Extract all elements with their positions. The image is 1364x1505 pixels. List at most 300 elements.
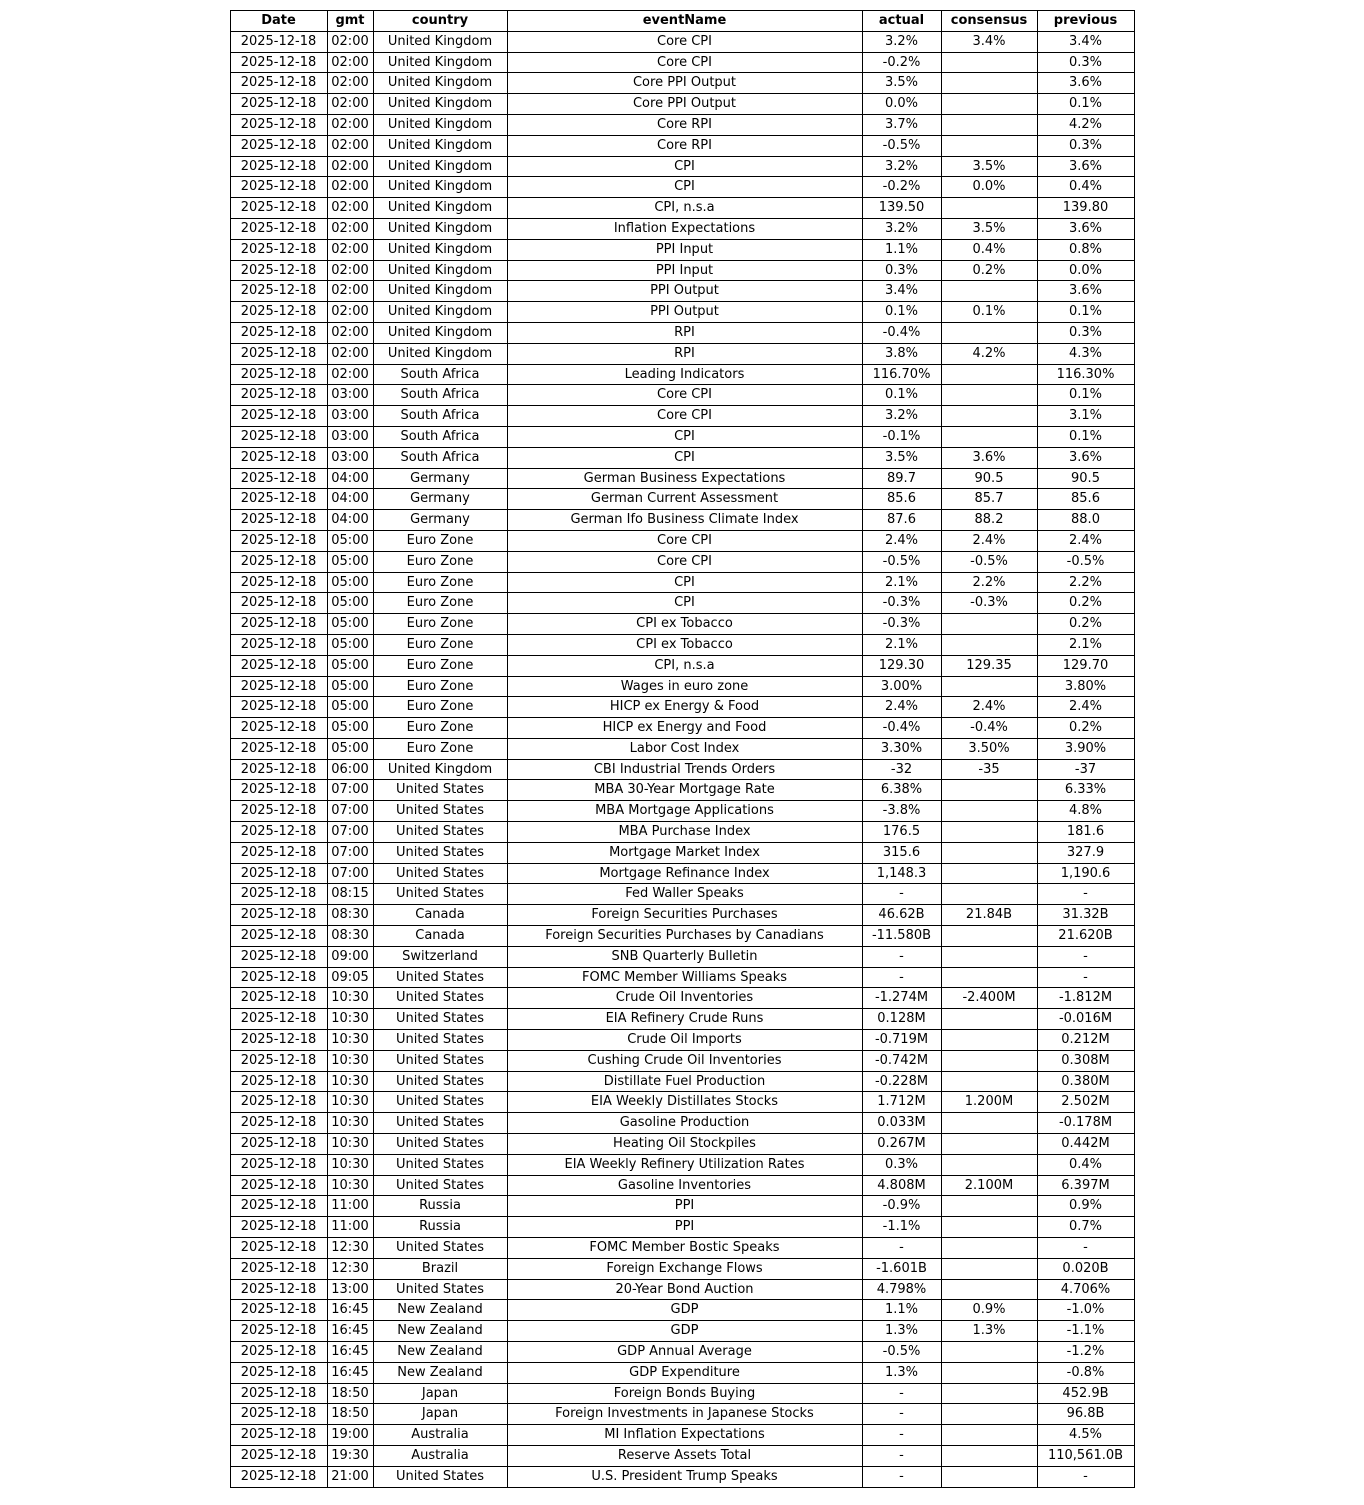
cell-country: Japan	[373, 1383, 507, 1404]
cell-event-name: SNB Quarterly Bulletin	[507, 946, 862, 967]
cell-gmt: 16:45	[327, 1362, 373, 1383]
cell-consensus	[941, 94, 1037, 115]
cell-consensus	[941, 1071, 1037, 1092]
cell-country: United States	[373, 1050, 507, 1071]
cell-consensus	[941, 52, 1037, 73]
cell-date: 2025-12-18	[230, 530, 327, 551]
cell-actual: 139.50	[862, 198, 941, 219]
cell-previous: 4.3%	[1037, 343, 1134, 364]
cell-date: 2025-12-18	[230, 52, 327, 73]
cell-previous: 4.2%	[1037, 114, 1134, 135]
cell-actual: 3.30%	[862, 738, 941, 759]
cell-gmt: 06:00	[327, 759, 373, 780]
cell-date: 2025-12-18	[230, 1009, 327, 1030]
cell-previous: 139.80	[1037, 198, 1134, 219]
cell-gmt: 10:30	[327, 1134, 373, 1155]
cell-country: Euro Zone	[373, 676, 507, 697]
table-row	[230, 1445, 1134, 1466]
cell-country: United States	[373, 1466, 507, 1487]
cell-country: Canada	[373, 926, 507, 947]
cell-gmt: 10:30	[327, 1009, 373, 1030]
cell-country: United Kingdom	[373, 198, 507, 219]
cell-event-name: Crude Oil Imports	[507, 1030, 862, 1051]
cell-previous: 3.6%	[1037, 73, 1134, 94]
cell-event-name: CBI Industrial Trends Orders	[507, 759, 862, 780]
cell-consensus	[941, 385, 1037, 406]
cell-actual: 0.3%	[862, 1154, 941, 1175]
cell-country: Russia	[373, 1217, 507, 1238]
cell-event-name: GDP	[507, 1321, 862, 1342]
cell-actual: 4.808M	[862, 1175, 941, 1196]
cell-date: 2025-12-18	[230, 364, 327, 385]
cell-consensus: -0.3%	[941, 593, 1037, 614]
table-row	[230, 1466, 1134, 1487]
cell-consensus	[941, 1258, 1037, 1279]
cell-gmt: 19:30	[327, 1445, 373, 1466]
cell-consensus: -0.4%	[941, 718, 1037, 739]
cell-consensus	[941, 406, 1037, 427]
table-row	[230, 73, 1134, 94]
cell-country: Euro Zone	[373, 738, 507, 759]
cell-gmt: 02:00	[327, 364, 373, 385]
table-row	[230, 1258, 1134, 1279]
cell-date: 2025-12-18	[230, 842, 327, 863]
cell-event-name: Core RPI	[507, 135, 862, 156]
cell-date: 2025-12-18	[230, 1175, 327, 1196]
cell-gmt: 07:00	[327, 863, 373, 884]
cell-consensus	[941, 1445, 1037, 1466]
table-row	[230, 1050, 1134, 1071]
cell-actual: -0.5%	[862, 1342, 941, 1363]
cell-date: 2025-12-18	[230, 1258, 327, 1279]
table-row	[230, 676, 1134, 697]
cell-actual: -	[862, 1404, 941, 1425]
cell-consensus	[941, 281, 1037, 302]
cell-date: 2025-12-18	[230, 1113, 327, 1134]
cell-event-name: Core CPI	[507, 31, 862, 52]
cell-country: Germany	[373, 510, 507, 531]
table-row	[230, 946, 1134, 967]
cell-event-name: Foreign Bonds Buying	[507, 1383, 862, 1404]
cell-consensus: 3.6%	[941, 447, 1037, 468]
cell-gmt: 05:00	[327, 530, 373, 551]
cell-gmt: 07:00	[327, 842, 373, 863]
cell-event-name: RPI	[507, 343, 862, 364]
cell-actual: 0.128M	[862, 1009, 941, 1030]
cell-gmt: 02:00	[327, 260, 373, 281]
column-header-date: Date	[230, 11, 327, 32]
cell-consensus	[941, 1217, 1037, 1238]
table-row	[230, 718, 1134, 739]
cell-consensus: 4.2%	[941, 343, 1037, 364]
table-row	[230, 489, 1134, 510]
table-row	[230, 1175, 1134, 1196]
cell-consensus	[941, 863, 1037, 884]
table-row	[230, 530, 1134, 551]
cell-consensus	[941, 822, 1037, 843]
cell-actual: -0.3%	[862, 614, 941, 635]
cell-consensus: 88.2	[941, 510, 1037, 531]
cell-previous: 2.4%	[1037, 530, 1134, 551]
cell-event-name: EIA Weekly Distillates Stocks	[507, 1092, 862, 1113]
cell-consensus	[941, 1134, 1037, 1155]
cell-consensus: -0.5%	[941, 551, 1037, 572]
cell-previous: 0.3%	[1037, 322, 1134, 343]
cell-gmt: 10:30	[327, 1071, 373, 1092]
cell-actual: 0.3%	[862, 260, 941, 281]
cell-previous: -1.812M	[1037, 988, 1134, 1009]
cell-consensus: 0.2%	[941, 260, 1037, 281]
cell-event-name: Foreign Investments in Japanese Stocks	[507, 1404, 862, 1425]
cell-gmt: 03:00	[327, 385, 373, 406]
cell-actual: -	[862, 1425, 941, 1446]
cell-gmt: 02:00	[327, 239, 373, 260]
cell-previous: 0.1%	[1037, 385, 1134, 406]
cell-country: United Kingdom	[373, 31, 507, 52]
cell-consensus	[941, 364, 1037, 385]
cell-event-name: Gasoline Production	[507, 1113, 862, 1134]
cell-consensus	[941, 1113, 1037, 1134]
cell-date: 2025-12-18	[230, 73, 327, 94]
cell-country: Euro Zone	[373, 614, 507, 635]
cell-event-name: Labor Cost Index	[507, 738, 862, 759]
cell-consensus	[941, 926, 1037, 947]
cell-date: 2025-12-18	[230, 1238, 327, 1259]
table-row	[230, 1279, 1134, 1300]
cell-country: Japan	[373, 1404, 507, 1425]
cell-event-name: CPI	[507, 447, 862, 468]
cell-gmt: 10:30	[327, 1175, 373, 1196]
cell-consensus: 3.4%	[941, 31, 1037, 52]
cell-actual: -	[862, 967, 941, 988]
cell-consensus: 2.4%	[941, 697, 1037, 718]
cell-date: 2025-12-18	[230, 1279, 327, 1300]
cell-previous: -	[1037, 1238, 1134, 1259]
cell-previous: 2.1%	[1037, 634, 1134, 655]
cell-event-name: EIA Refinery Crude Runs	[507, 1009, 862, 1030]
cell-country: United States	[373, 780, 507, 801]
cell-date: 2025-12-18	[230, 135, 327, 156]
cell-consensus	[941, 884, 1037, 905]
column-header-actual: actual	[862, 11, 941, 32]
cell-country: United Kingdom	[373, 73, 507, 94]
cell-actual: -0.4%	[862, 718, 941, 739]
cell-country: Euro Zone	[373, 718, 507, 739]
cell-gmt: 02:00	[327, 135, 373, 156]
table-row	[230, 759, 1134, 780]
table-row	[230, 364, 1134, 385]
cell-actual: 3.5%	[862, 447, 941, 468]
cell-date: 2025-12-18	[230, 177, 327, 198]
cell-date: 2025-12-18	[230, 697, 327, 718]
cell-gmt: 02:00	[327, 302, 373, 323]
cell-country: South Africa	[373, 406, 507, 427]
cell-consensus: 2.2%	[941, 572, 1037, 593]
cell-country: United Kingdom	[373, 759, 507, 780]
cell-event-name: CPI, n.s.a	[507, 655, 862, 676]
table-row	[230, 52, 1134, 73]
cell-actual: 46.62B	[862, 905, 941, 926]
cell-country: Euro Zone	[373, 551, 507, 572]
cell-date: 2025-12-18	[230, 406, 327, 427]
cell-actual: 2.4%	[862, 530, 941, 551]
cell-previous: 3.6%	[1037, 156, 1134, 177]
cell-gmt: 05:00	[327, 655, 373, 676]
cell-gmt: 02:00	[327, 73, 373, 94]
cell-actual: 89.7	[862, 468, 941, 489]
cell-date: 2025-12-18	[230, 801, 327, 822]
cell-gmt: 07:00	[327, 801, 373, 822]
cell-date: 2025-12-18	[230, 551, 327, 572]
cell-country: United Kingdom	[373, 135, 507, 156]
cell-gmt: 10:30	[327, 1050, 373, 1071]
cell-date: 2025-12-18	[230, 281, 327, 302]
table-row	[230, 94, 1134, 115]
cell-gmt: 02:00	[327, 198, 373, 219]
table-row	[230, 1342, 1134, 1363]
cell-date: 2025-12-18	[230, 1445, 327, 1466]
table-row	[230, 614, 1134, 635]
cell-previous: 0.2%	[1037, 718, 1134, 739]
cell-event-name: CPI	[507, 426, 862, 447]
cell-event-name: Wages in euro zone	[507, 676, 862, 697]
cell-country: United States	[373, 967, 507, 988]
table-header-row	[230, 11, 1134, 32]
cell-country: New Zealand	[373, 1342, 507, 1363]
cell-actual: 1,148.3	[862, 863, 941, 884]
cell-previous: 0.020B	[1037, 1258, 1134, 1279]
cell-consensus	[941, 842, 1037, 863]
cell-event-name: PPI Output	[507, 281, 862, 302]
cell-country: United Kingdom	[373, 156, 507, 177]
cell-actual: -0.4%	[862, 322, 941, 343]
cell-event-name: GDP	[507, 1300, 862, 1321]
cell-date: 2025-12-18	[230, 759, 327, 780]
cell-gmt: 05:00	[327, 697, 373, 718]
cell-country: Euro Zone	[373, 697, 507, 718]
cell-country: United Kingdom	[373, 322, 507, 343]
cell-country: Switzerland	[373, 946, 507, 967]
table-row	[230, 510, 1134, 531]
table-row	[230, 1300, 1134, 1321]
cell-previous: -0.178M	[1037, 1113, 1134, 1134]
cell-date: 2025-12-18	[230, 1466, 327, 1487]
cell-event-name: CPI ex Tobacco	[507, 634, 862, 655]
table-row	[230, 572, 1134, 593]
cell-previous: 3.4%	[1037, 31, 1134, 52]
cell-previous: 327.9	[1037, 842, 1134, 863]
cell-country: United Kingdom	[373, 343, 507, 364]
cell-actual: 3.5%	[862, 73, 941, 94]
cell-actual: 0.1%	[862, 302, 941, 323]
table-row	[230, 218, 1134, 239]
cell-country: Euro Zone	[373, 634, 507, 655]
cell-gmt: 03:00	[327, 447, 373, 468]
cell-date: 2025-12-18	[230, 343, 327, 364]
cell-previous: 0.212M	[1037, 1030, 1134, 1051]
cell-date: 2025-12-18	[230, 1300, 327, 1321]
cell-event-name: CPI	[507, 156, 862, 177]
cell-country: United Kingdom	[373, 52, 507, 73]
cell-gmt: 02:00	[327, 177, 373, 198]
cell-actual: -0.5%	[862, 551, 941, 572]
cell-previous: 96.8B	[1037, 1404, 1134, 1425]
cell-gmt: 05:00	[327, 738, 373, 759]
table-row	[230, 697, 1134, 718]
cell-country: United States	[373, 1030, 507, 1051]
cell-consensus: 3.5%	[941, 156, 1037, 177]
cell-gmt: 03:00	[327, 406, 373, 427]
cell-consensus	[941, 1154, 1037, 1175]
table-row	[230, 343, 1134, 364]
cell-date: 2025-12-18	[230, 1154, 327, 1175]
cell-country: United Kingdom	[373, 114, 507, 135]
cell-gmt: 02:00	[327, 322, 373, 343]
cell-country: Germany	[373, 489, 507, 510]
cell-country: New Zealand	[373, 1362, 507, 1383]
cell-consensus: 1.200M	[941, 1092, 1037, 1113]
cell-actual: 129.30	[862, 655, 941, 676]
cell-event-name: Core CPI	[507, 385, 862, 406]
cell-country: South Africa	[373, 426, 507, 447]
cell-previous: 3.1%	[1037, 406, 1134, 427]
cell-consensus	[941, 801, 1037, 822]
cell-date: 2025-12-18	[230, 1383, 327, 1404]
table-row	[230, 31, 1134, 52]
cell-event-name: MI Inflation Expectations	[507, 1425, 862, 1446]
cell-previous: 6.33%	[1037, 780, 1134, 801]
cell-previous: -	[1037, 1466, 1134, 1487]
table-row	[230, 260, 1134, 281]
cell-event-name: CPI	[507, 572, 862, 593]
cell-actual: 0.0%	[862, 94, 941, 115]
table-row	[230, 655, 1134, 676]
cell-date: 2025-12-18	[230, 572, 327, 593]
cell-date: 2025-12-18	[230, 1030, 327, 1051]
cell-gmt: 05:00	[327, 593, 373, 614]
cell-event-name: Core PPI Output	[507, 94, 862, 115]
cell-previous: -	[1037, 884, 1134, 905]
cell-event-name: 20-Year Bond Auction	[507, 1279, 862, 1300]
cell-previous: 0.3%	[1037, 52, 1134, 73]
cell-date: 2025-12-18	[230, 31, 327, 52]
cell-actual: 0.033M	[862, 1113, 941, 1134]
cell-country: Australia	[373, 1425, 507, 1446]
economic-calendar-table	[230, 10, 1135, 1488]
cell-previous: 88.0	[1037, 510, 1134, 531]
cell-date: 2025-12-18	[230, 1134, 327, 1155]
cell-actual: 116.70%	[862, 364, 941, 385]
cell-date: 2025-12-18	[230, 198, 327, 219]
cell-country: United States	[373, 863, 507, 884]
cell-event-name: Core CPI	[507, 551, 862, 572]
cell-event-name: MBA Purchase Index	[507, 822, 862, 843]
cell-gmt: 02:00	[327, 343, 373, 364]
cell-country: Russia	[373, 1196, 507, 1217]
cell-country: United States	[373, 822, 507, 843]
cell-previous: 0.4%	[1037, 177, 1134, 198]
cell-consensus	[941, 1404, 1037, 1425]
cell-event-name: Cushing Crude Oil Inventories	[507, 1050, 862, 1071]
cell-date: 2025-12-18	[230, 884, 327, 905]
cell-gmt: 11:00	[327, 1196, 373, 1217]
cell-actual: -0.228M	[862, 1071, 941, 1092]
cell-actual: -11.580B	[862, 926, 941, 947]
cell-event-name: Fed Waller Speaks	[507, 884, 862, 905]
table-row	[230, 634, 1134, 655]
cell-actual: 315.6	[862, 842, 941, 863]
table-row	[230, 1071, 1134, 1092]
cell-country: New Zealand	[373, 1300, 507, 1321]
cell-actual: -0.719M	[862, 1030, 941, 1051]
cell-country: Canada	[373, 905, 507, 926]
table-row	[230, 385, 1134, 406]
cell-previous: 3.6%	[1037, 218, 1134, 239]
table-row	[230, 468, 1134, 489]
cell-consensus	[941, 1030, 1037, 1051]
cell-gmt: 04:00	[327, 510, 373, 531]
cell-country: United States	[373, 1092, 507, 1113]
cell-country: United States	[373, 1071, 507, 1092]
cell-actual: -0.742M	[862, 1050, 941, 1071]
cell-previous: 4.5%	[1037, 1425, 1134, 1446]
table-row	[230, 1009, 1134, 1030]
cell-consensus	[941, 135, 1037, 156]
cell-date: 2025-12-18	[230, 738, 327, 759]
cell-date: 2025-12-18	[230, 718, 327, 739]
cell-gmt: 05:00	[327, 676, 373, 697]
cell-gmt: 18:50	[327, 1383, 373, 1404]
cell-actual: -0.2%	[862, 177, 941, 198]
column-header-previous: previous	[1037, 11, 1134, 32]
cell-previous: 3.6%	[1037, 281, 1134, 302]
cell-country: Euro Zone	[373, 530, 507, 551]
cell-previous: 0.1%	[1037, 94, 1134, 115]
cell-consensus	[941, 946, 1037, 967]
cell-previous: -1.1%	[1037, 1321, 1134, 1342]
cell-actual: 3.4%	[862, 281, 941, 302]
cell-consensus	[941, 73, 1037, 94]
cell-event-name: Core CPI	[507, 406, 862, 427]
cell-gmt: 10:30	[327, 1113, 373, 1134]
cell-event-name: Core CPI	[507, 530, 862, 551]
table-row	[230, 967, 1134, 988]
cell-event-name: HICP ex Energy & Food	[507, 697, 862, 718]
cell-actual: 87.6	[862, 510, 941, 531]
cell-gmt: 02:00	[327, 94, 373, 115]
cell-gmt: 12:30	[327, 1258, 373, 1279]
cell-actual: -32	[862, 759, 941, 780]
cell-gmt: 08:30	[327, 926, 373, 947]
cell-country: Germany	[373, 468, 507, 489]
table-row	[230, 593, 1134, 614]
table-row	[230, 926, 1134, 947]
cell-gmt: 10:30	[327, 1030, 373, 1051]
cell-event-name: GDP Annual Average	[507, 1342, 862, 1363]
cell-event-name: Foreign Securities Purchases	[507, 905, 862, 926]
cell-gmt: 16:45	[327, 1342, 373, 1363]
cell-date: 2025-12-18	[230, 988, 327, 1009]
cell-country: Brazil	[373, 1258, 507, 1279]
cell-actual: 3.00%	[862, 676, 941, 697]
cell-event-name: Core PPI Output	[507, 73, 862, 94]
cell-gmt: 16:45	[327, 1300, 373, 1321]
table-row	[230, 884, 1134, 905]
table-row	[230, 738, 1134, 759]
cell-country: United States	[373, 1238, 507, 1259]
table-row	[230, 198, 1134, 219]
cell-previous: 2.502M	[1037, 1092, 1134, 1113]
